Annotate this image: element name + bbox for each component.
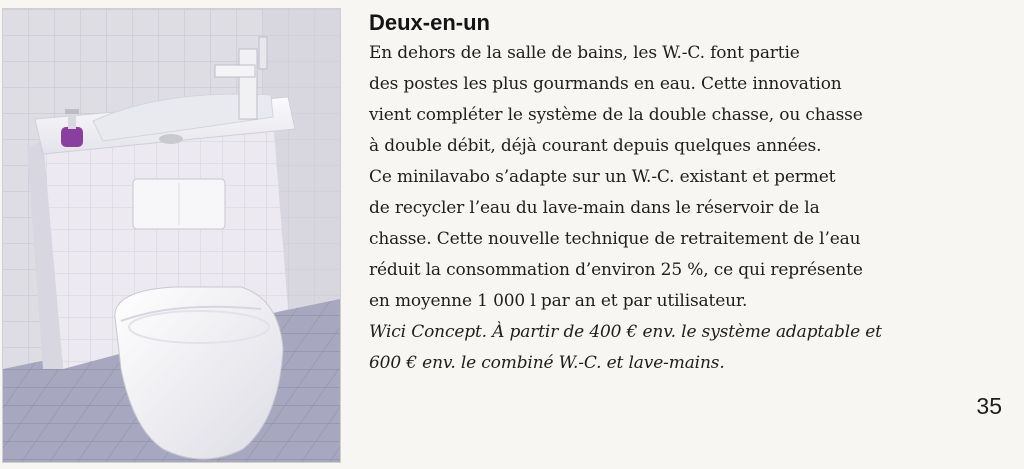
article-title: Deux-en-un [369, 10, 490, 35]
product-photo [2, 8, 341, 463]
article [369, 8, 999, 379]
product-caption [369, 317, 999, 379]
body-line: vient compléter le système de la double chasse, ou chasse [369, 105, 863, 125]
body-line: des postes les plus gourmands en eau. Cette innovation [369, 74, 842, 94]
body-line: chasse. Cette nouvelle technique de retraitement de l’eau [369, 229, 861, 249]
page-number: 35 [976, 393, 1002, 419]
body-line: de recycler l’eau du lave-main dans le réservoir de la [369, 198, 820, 218]
body-line: Ce minilavabo s’adapte sur un W.-C. existant et permet [369, 167, 836, 187]
toilet-sink-illustration [3, 9, 340, 462]
body-line: réduit la consommation d’environ 25 %, ce qui représente [369, 260, 863, 280]
caption-line: 600 € env. le combiné W.-C. et lave-mains. [369, 353, 725, 373]
caption-line: Wici Concept. À partir de 400 € env. le système adaptable et [369, 322, 882, 342]
body-line: à double débit, déjà courant depuis quelques années. [369, 136, 822, 156]
body-line: En dehors de la salle de bains, les W.-C. font partie [369, 43, 800, 63]
body-line: en moyenne 1 000 l par an et par utilisateur. [369, 291, 748, 311]
article-body [369, 38, 999, 317]
